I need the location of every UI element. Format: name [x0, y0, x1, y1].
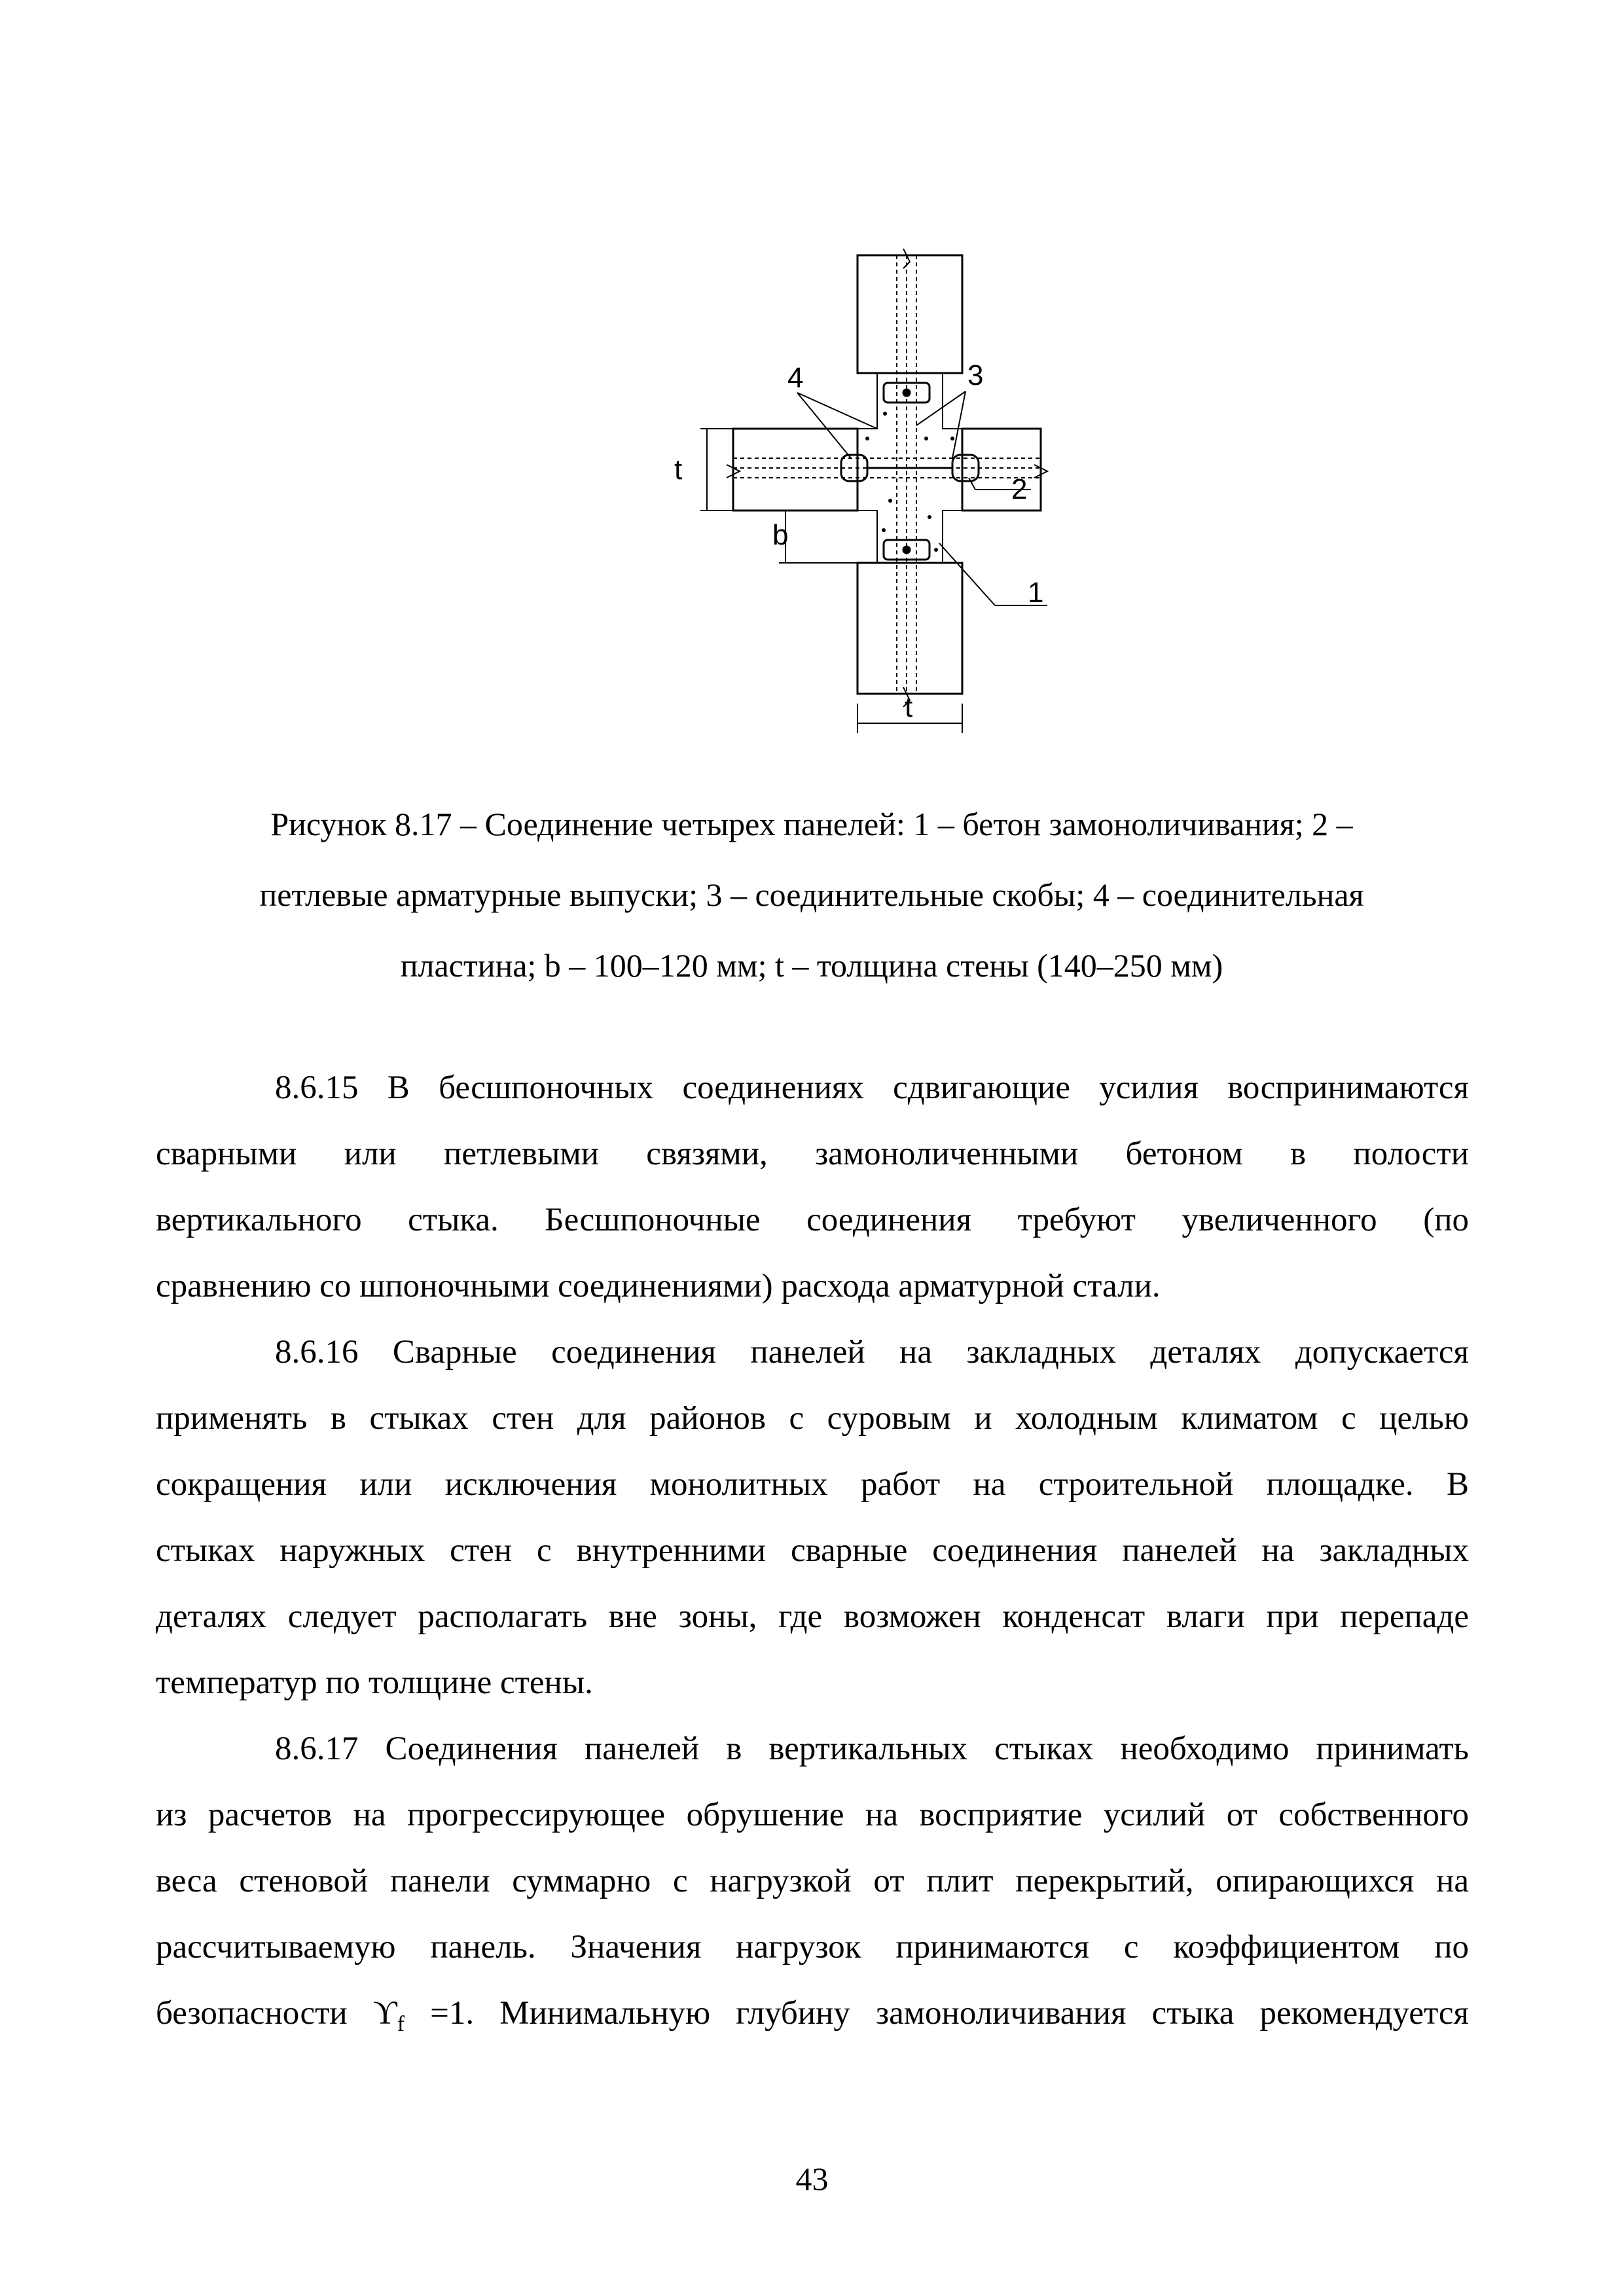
gamma-symbol: ϒ [372, 1995, 397, 2032]
text-segment: =1. Минимальную глубину замоноличивания стыка рекомендуется [405, 1995, 1469, 2032]
caption-line-1: Рисунок 8.17 – Соединение четырех панелей: 1 – бетон замоноличивания; 2 – [270, 806, 1353, 842]
caption-line-3: пластина; b – 100–120 мм; t – толщина стены (140–250 мм) [400, 947, 1223, 984]
text-line-with-formula [156, 1981, 1469, 2057]
text-line: сравнению со шпоночными соединениями) расхода арматурной стали. [156, 1268, 1161, 1304]
paragraph-8-6-16 [156, 1319, 1469, 1716]
text-segment: безопасности [156, 1995, 373, 2032]
bottom-panel [857, 563, 962, 694]
four-panel-joint-drawing [655, 242, 1113, 740]
label-1: 1 [1028, 577, 1044, 609]
label-b: b [772, 519, 789, 551]
label-2: 2 [1011, 473, 1028, 505]
gamma-subscript: f [397, 2012, 405, 2037]
text-line: из расчетов на прогрессирующее обрушение на восприятие усилий от собственного [156, 1797, 1469, 1833]
text-line: 8.6.15 В бесшпоночных соединениях сдвигающие усилия воспринимаются [275, 1069, 1469, 1106]
text-line: стыках наружных стен с внутренними сварные соединения панелей на закладных [156, 1532, 1469, 1569]
top-panel [857, 255, 962, 373]
body-text [156, 1055, 1469, 2057]
text-line: вертикального стыка. Бесшпоночные соединения требуют увеличенного (по [156, 1202, 1469, 1238]
text-line: 8.6.16 Сварные соединения панелей на закладных деталях допускается [275, 1334, 1469, 1371]
leader-lines [797, 391, 1047, 605]
text-line: деталях следует располагать вне зоны, где возможен конденсат влаги при перепаде [156, 1598, 1469, 1635]
paragraph-8-6-17 [156, 1716, 1469, 2057]
text-line: сварными или петлевыми связями, замоноличенными бетоном в полости [156, 1136, 1469, 1172]
label-t-left: t [674, 454, 683, 486]
text-line: применять в стыках стен для районов с суровым и холодным климатом с целью [156, 1400, 1469, 1437]
paragraph-8-6-15 [156, 1055, 1469, 1319]
dimension-lines [700, 429, 962, 733]
text-line: сокращения или исключения монолитных работ на строительной площадке. В [156, 1466, 1469, 1503]
right-panel [962, 429, 1041, 511]
figure-caption [157, 789, 1466, 1001]
aggregate-marks [865, 412, 954, 552]
label-3: 3 [967, 359, 984, 391]
text-line: температур по толщине стены. [156, 1664, 593, 1701]
caption-line-2: петлевые арматурные выпуски; 3 – соединительные скобы; 4 – соединительная [259, 876, 1364, 913]
joint-diagram [655, 242, 1113, 740]
label-4: 4 [787, 362, 804, 394]
left-panel [733, 429, 857, 511]
text-line: рассчитываемую панель. Значения нагрузок принимаются с коэффициентом по [156, 1929, 1469, 1965]
text-line: веса стеновой панели суммарно с нагрузкой от плит перекрытий, опирающихся на [156, 1863, 1469, 1899]
loop-connectors [841, 383, 979, 560]
page-number: 43 [795, 2161, 829, 2197]
label-t-bottom: t [905, 691, 913, 723]
reinforcement-lines [733, 255, 1044, 694]
text-line: 8.6.17 Соединения панелей в вертикальных стыках необходимо принимать [275, 1731, 1469, 1767]
